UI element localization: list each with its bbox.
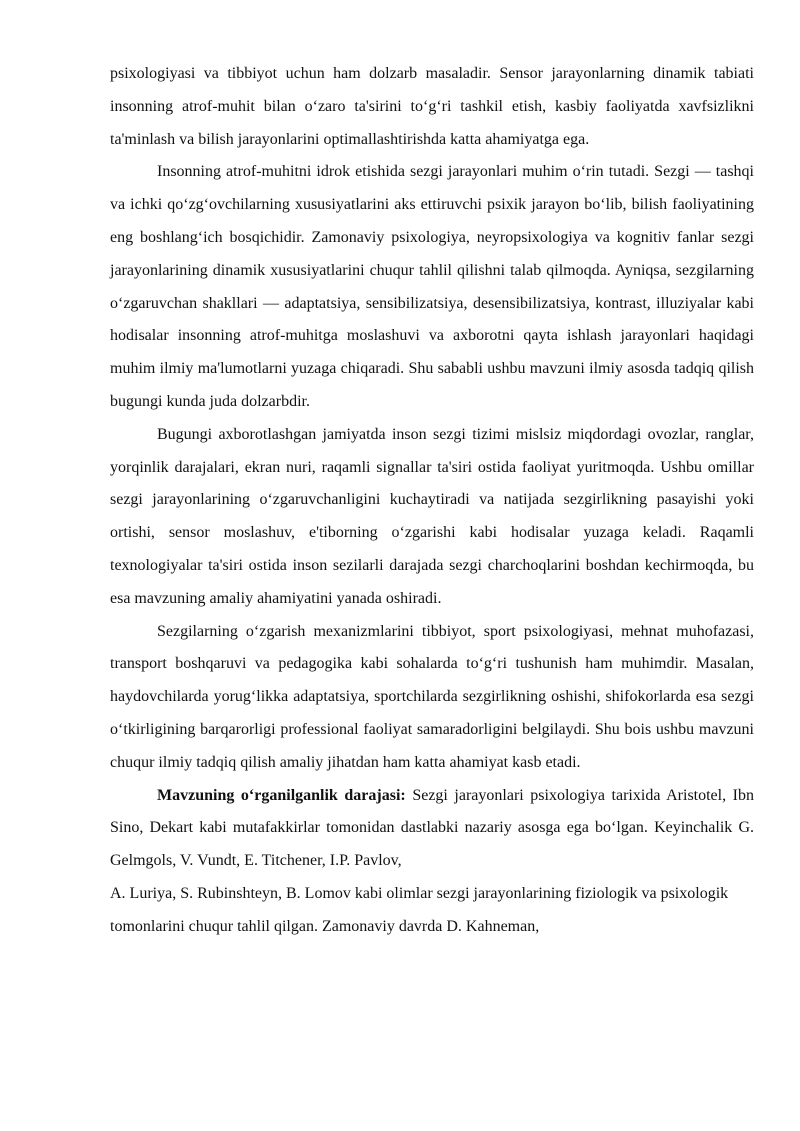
paragraph-4: Sezgilarning o‘zgarish mexanizmlarini tibbiyot, sport psixologiyasi, mehnat muhofazasi, transport boshqaruvi va pedagogika kabi sohalarda to‘g‘ri tushunish ham muhimdir. Masalan, haydovchilarda yorug‘likka adaptatsiya, sportchilarda sezgirlikning oshishi, shifokorlarda esa sezgi o‘tkirligining barqarorligi professional faoliyat samaradorligini belgilaydi. Shu bois ushbu mavzuni chuqur ilmiy tadqiq qilish amaliy jihatdan ham katta ahamiyat kasb etadi.	[110, 622, 754, 771]
document-page	[110, 58, 754, 944]
degree-heading: Mavzuning o‘rganilganlik darajasi:	[157, 786, 406, 804]
paragraph-1: psixologiyasi va tibbiyot uchun ham dolzarb masaladir. Sensor jarayonlarning dinamik tabiati insonning atrof-muhit bilan o‘zaro ta'sirini to‘g‘ri tashkil etish, kasbiy faoliyatda xavfsizlikni ta'minlash va bilish jarayonlarini optimallashtirishda katta ahamiyatga ega.	[110, 65, 754, 148]
paragraph-3: Bugungi axborotlashgan jamiyatda inson sezgi tizimi mislsiz miqdordagi ovozlar, ranglar, yorqinlik darajalari, ekran nuri, raqamli signallar ta'siri ostida faoliyat yuritmoqda. Ushbu omillar sezgi jarayonlarining o‘zgaruvchanligini kuchaytiradi va natijada sezgirlikning pasayishi yoki ortishi, sensor moslashuv, e'tiborning o‘zgarishi kabi hodisalar yuzaga keladi. Raqamli texnologiyalar ta'siri ostida inson sezilarli darajada sezgi charchoqlarini boshdan kechirmoqda, bu esa mavzuning amaliy ahamiyatini yanada oshiradi.	[110, 425, 754, 607]
degree-text: Sezgi jarayonlari psixologiya tarixida Aristotel, Ibn Sino, Dekart kabi mutafakkirlar tomonidan dastlabki nazariy asosga ega bo‘lgan. Keyinchalik G. Gelmgols, V. Vundt, E. Titchener, I.P. Pavlov,	[110, 786, 755, 870]
degree-paragraph	[110, 780, 754, 878]
paragraph-2: Insonning atrof-muhitni idrok etishida sezgi jarayonlari muhim o‘rin tutadi. Sezgi — tashqi va ichki qo‘zg‘ovchilarning xususiyatlarini aks ettiruvchi psixik jarayon bo‘lib, bilish faoliyatining eng boshlang‘ich bosqichidir. Zamonaviy psixologiya, neyropsixologiya va kognitiv fanlar sezgi jarayonlarining dinamik xususiyatlarini chuqur tahlil qilishni talab qilmoqda. Ayniqsa, sezgilarning o‘zgaruvchan shakllari — adaptatsiya, sensibilizatsiya, desensibilizatsiya, kontrast, illuziyalar kabi hodisalar insonning atrof-muhitga moslashuvi va axborotni qayta ishlash jarayonlari haqidagi muhim ilmiy ma'lumotlarni yuzaga chiqaradi. Shu sababli ushbu mavzuni ilmiy asosda tadqiq qilish bugungi kunda juda dolzarbdir.	[110, 163, 754, 410]
degree-continuation: A. Luriya, S. Rubinshteyn, B. Lomov kabi olimlar sezgi jarayonlarining fiziologik va psixologik tomonlarini chuqur tahlil qilgan. Zamonaviy davrda D. Kahneman,	[110, 884, 729, 935]
